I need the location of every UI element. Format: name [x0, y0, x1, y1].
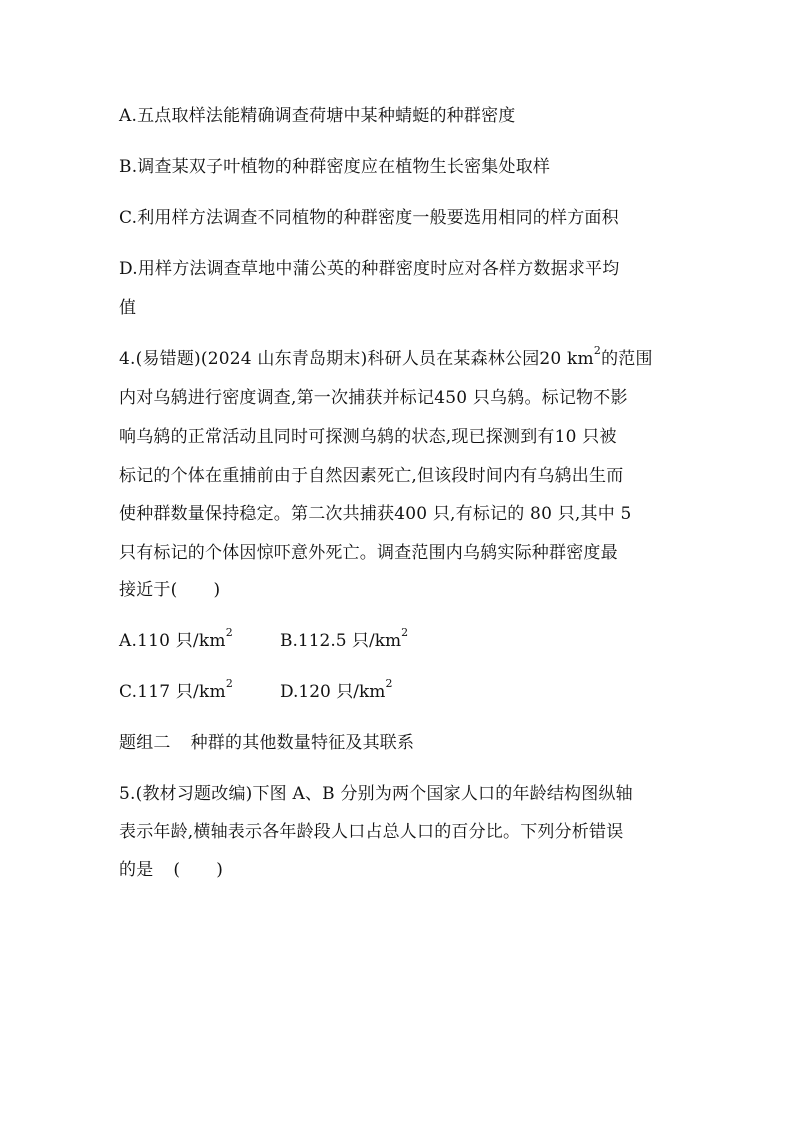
q4-option-c-text: C.117 只/km [119, 682, 226, 702]
q4-line-4: 标记的个体在重捕前由于自然因素死亡,但该段时间内有乌鸫出生而 [119, 466, 624, 486]
q4-option-c [119, 677, 234, 704]
q4-option-b [280, 626, 409, 653]
group2-heading-title: 种群的其他数量特征及其联系 [190, 733, 415, 753]
q5-answer-paren-close: ) [216, 860, 224, 880]
q4-line1-superscript: 2 [593, 344, 602, 358]
q3-option-d-line1: D.用样方法调查草地中蒲公英的种群密度时应对各样方数据求平均 [119, 259, 620, 279]
group2-heading-label: 题组二 [119, 733, 171, 753]
q4-option-a-text: A.110 只/km [119, 631, 226, 651]
q3-option-c: C.利用样方法调查不同植物的种群密度一般要选用相同的样方面积 [119, 208, 619, 228]
q3-option-d-line2: 值 [119, 298, 137, 318]
q5-line-1: 5.(教材习题改编)下图 A、B 分别为两个国家人口的年龄结构图纵轴 [119, 784, 633, 804]
q4-option-c-sup: 2 [225, 677, 234, 691]
q4-line-7 [119, 578, 220, 602]
q3-option-b: B.调查某双子叶植物的种群密度应在植物生长密集处取样 [119, 157, 551, 177]
q4-option-a-sup: 2 [225, 626, 233, 640]
q5-answer-paren-open: ( [173, 860, 181, 880]
q4-option-d-text: D.120 只/km [280, 682, 386, 702]
q4-line-5: 使种群数量保持稳定。第二次共捕获400 只,有标记的 80 只,其中 5 [119, 504, 632, 524]
q3-option-a: A.五点取样法能精确调查荷塘中某种蜻蜓的种群密度 [119, 106, 516, 126]
q5-line-2: 表示年龄,横轴表示各年龄段人口占总人口的百分比。下列分析错误 [119, 822, 624, 842]
q4-option-a [119, 626, 233, 653]
q4-line-6: 只有标记的个体因惊吓意外死亡。调查范围内乌鸫实际种群密度最 [119, 543, 618, 563]
q4-line-1 [119, 344, 653, 371]
q4-line-2: 内对乌鸫进行密度调查,第一次捕获并标记450 只乌鸫。标记物不影 [119, 388, 628, 408]
q5-line3-text: 的是 [119, 860, 154, 880]
q4-answer-paren-close: ) [213, 580, 221, 600]
q4-option-b-sup: 2 [401, 626, 409, 640]
q4-option-d-sup: 2 [385, 677, 393, 691]
q4-line-3: 响乌鸫的正常活动且同时可探测乌鸫的状态,现已探测到有10 只被 [119, 427, 617, 447]
q5-line-3 [119, 858, 223, 882]
q4-option-d [280, 677, 393, 704]
q4-answer-paren-open: 接近于( [119, 580, 178, 600]
q4-line1-tail: 的范围 [601, 349, 653, 369]
q4-option-b-text: B.112.5 只/km [280, 631, 402, 651]
q4-line1-text: 4.(易错题)(2024 山东青岛期末)科研人员在某森林公园20 km [119, 349, 594, 369]
group2-heading [119, 731, 414, 755]
